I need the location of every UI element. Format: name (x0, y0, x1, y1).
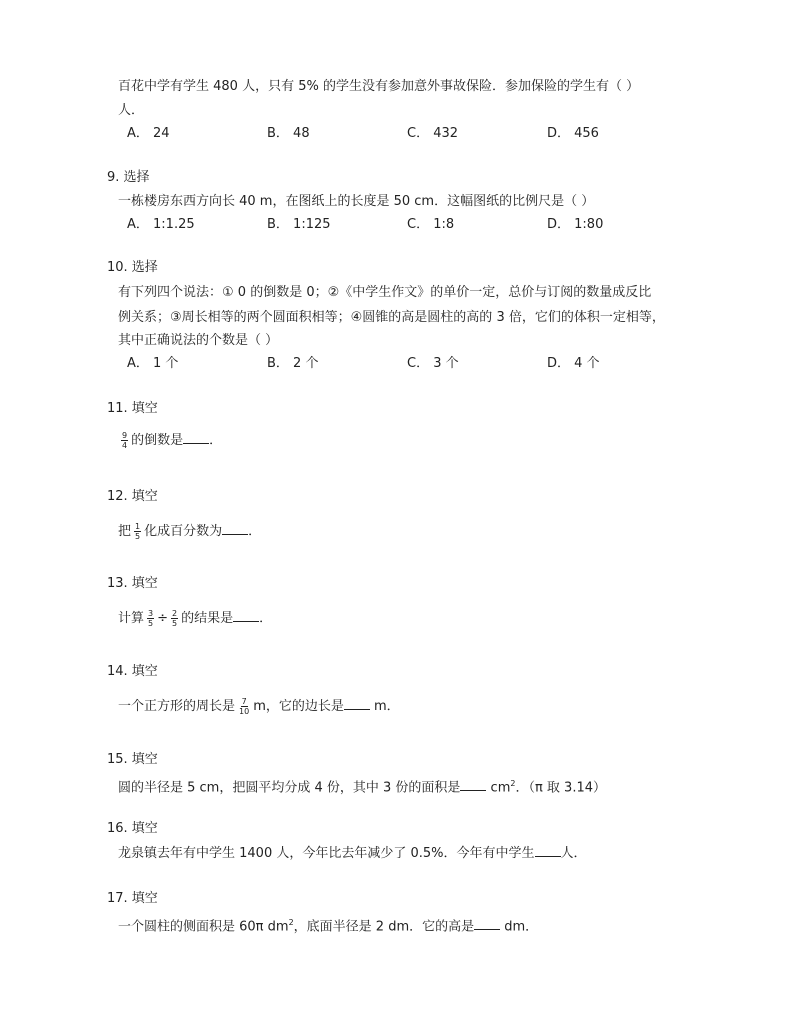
fraction: $\frac{2}{5}$ (172, 609, 178, 628)
q11-header: 11. 填空 (107, 401, 158, 416)
q15-header: 15. 填空 (107, 752, 158, 767)
answer-blank[interactable] (344, 698, 370, 710)
fraction: $\frac{1}{5}$ (135, 522, 141, 541)
answer-blank[interactable] (222, 523, 248, 535)
q17-header: 17. 填空 (107, 891, 158, 906)
q10-stem-line1: 有下列四个说法：① 0 的倒数是 0；②《中学生作文》的单价一定，总价与订阅的数量成反比 (118, 285, 652, 300)
q9-option-d[interactable]: D． 1:80 (547, 217, 604, 232)
q14-header: 14. 填空 (107, 664, 158, 679)
q9-option-b[interactable]: B． 1:125 (267, 217, 331, 232)
answer-blank[interactable] (233, 610, 259, 622)
q10-header: 10. 选择 (107, 260, 158, 275)
q8-option-c[interactable]: C． 432 (407, 126, 459, 141)
answer-blank[interactable] (535, 845, 561, 857)
q12-stem: 把 $\frac{1}{5}$ 化成百分数为 ． (118, 522, 262, 541)
fraction: $\frac{9}{4}$ (122, 431, 128, 450)
answer-blank[interactable] (183, 432, 209, 444)
q11-stem: $\frac{9}{4}$ 的倒数是 ． (122, 431, 223, 450)
q10-option-c[interactable]: C． 3 个 (407, 356, 459, 371)
q12-header: 12. 填空 (107, 489, 158, 504)
q16-stem: 龙泉镇去年有中学生 1400 人，今年比去年减少了 0.5%．今年有中学生 人． (118, 846, 587, 861)
fraction: $\frac{7}{10}$ (239, 697, 250, 716)
q9-stem: 一栋楼房东西方向长 40 m，在图纸上的长度是 50 cm．这幅图纸的比例尺是（ ） (118, 194, 595, 209)
answer-blank[interactable] (460, 779, 486, 791)
q10-option-d[interactable]: D． 4 个 (547, 356, 600, 371)
q13-stem: 计算 $\frac{3}{5}$ ÷ $\frac{2}{5}$ 的结果是 ． (118, 609, 273, 628)
q9-option-a[interactable]: A． 1:1.25 (127, 217, 195, 232)
q10-stem-line3: 其中正确说法的个数是（ ） (118, 333, 279, 348)
fraction: $\frac{3}{5}$ (148, 609, 154, 628)
q10-option-a[interactable]: A． 1 个 (127, 356, 179, 371)
answer-blank[interactable] (474, 918, 500, 930)
q8-stem-line1: 百花中学有学生 480 人，只有 5% 的学生没有参加意外事故保险．参加保险的学生有（ ） (118, 79, 640, 94)
q9-header: 9. 选择 (107, 170, 150, 185)
q8-stem-line2: 人． (118, 103, 145, 118)
q8-option-d[interactable]: D． 456 (547, 126, 599, 141)
q9-option-c[interactable]: C． 1:8 (407, 217, 455, 232)
q8-option-b[interactable]: B． 48 (267, 126, 310, 141)
q15-stem: 圆的半径是 5 cm，把圆平均分成 4 份，其中 3 份的面积是 $cm^2$．（π 取 3.14） (118, 779, 607, 796)
q17-stem: 一个圆柱的侧面积是 60π $dm^2$，底面半径是 2 dm．它的高是 dm． (118, 918, 539, 935)
q14-stem: 一个正方形的周长是 $\frac{7}{10}$ m，它的边长是 m． (118, 697, 400, 716)
q8-option-a[interactable]: A． 24 (127, 126, 170, 141)
q13-header: 13. 填空 (107, 576, 158, 591)
q10-stem-line2: 例关系；③周长相等的两个圆面积相等；④圆锥的高是圆柱的高的 3 倍，它们的体积一定相等， (118, 310, 665, 325)
q10-option-b[interactable]: B． 2 个 (267, 356, 319, 371)
q16-header: 16. 填空 (107, 821, 158, 836)
